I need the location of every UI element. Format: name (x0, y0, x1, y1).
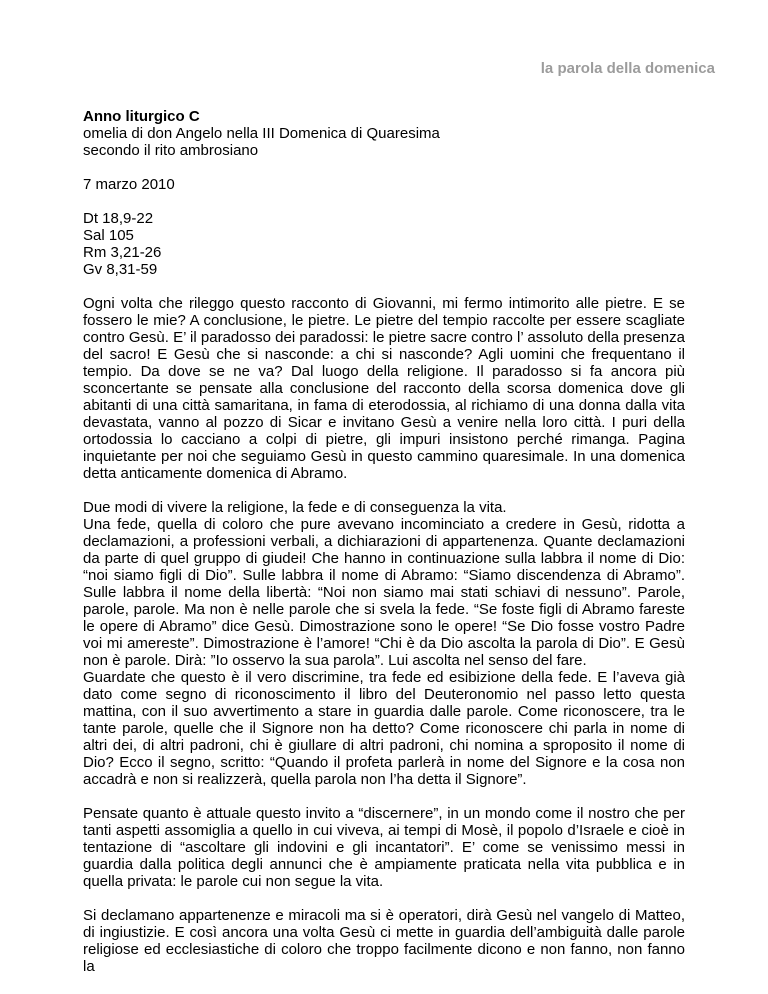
reading-item: Gv 8,31-59 (83, 261, 158, 278)
paragraph: Una fede, quella di coloro che pure avevano incominciato a credere in Gesù, ridotta a declamazioni, a professioni verbali, a dichiarazioni di appartenenza. Quante declamazioni da parte di quel gruppo di giudei! Che hanno in continuazione sulla labbra il nome di Dio: “noi siamo figli di Dio”. Sulle labbra il nome di Abramo: “Siamo discendenza di Abramo”. Sulle labbra il nome della libertà: “Noi non siamo mai stati schiavi di nessuno”. Parole, parole, parole. Ma non è nelle parole che si svela la fede. “Se foste figli di Abramo fareste le opere di Abramo” dice Gesù. Dimostrazione sono le opere! “Se Dio fosse vostro Padre voi mi amereste”. Dimostrazione è l’amore! “Chi è da Dio ascolta la parola di Dio”. E Gesù non è parole. Dirà: ”Io osservo la sua parola”. Lui ascolta nel senso del fare. (83, 516, 685, 669)
spacer (83, 788, 685, 805)
reading-item: Dt 18,9-22 (83, 210, 154, 227)
document-subtitle: omelia di don Angelo nella III Domenica di Quaresima (83, 125, 440, 142)
spacer (83, 159, 685, 176)
document-body (83, 108, 685, 975)
reading-item: Rm 3,21-26 (83, 244, 162, 261)
document-title: Anno liturgico C (83, 108, 200, 125)
paragraph: Ogni volta che rileggo questo racconto di Giovanni, mi fermo intimorito alle pietre. E se fossero le mie? A conclusione, le pietre. Le pietre del tempio raccolte per essere scagliate contro Gesù. E’ il paradosso dei paradossi: le pietre sacre contro l’ assoluto della presenza del sacro! E Gesù che si nasconde: a chi si nasconde? Agli uomini che frequentano il tempio. Da dove se ne va? Dal luogo della religione. Il paradosso si fa ancora più sconcertante se pensate alla conclusione del racconto della scorsa domenica dove gli abitanti di una città samaritana, in fama di eterodossia, al richiamo di una donna dalla vita devastata, vanno al pozzo di Sicar e invitano Gesù a venire nella loro città. I puri della ortodossia lo cacciano a colpi di pietre, gli impuri insistono perché rimanga. Pagina inquietante per noi che seguiamo Gesù in questo cammino quaresimale. In una domenica detta anticamente domenica di Abramo. (83, 295, 685, 482)
document-subtitle-rite: secondo il rito ambrosiano (83, 142, 259, 159)
paragraph: Pensate quanto è attuale questo invito a “discernere”, in un mondo come il nostro che per tanti aspetti assomiglia a quello in cui viveva, ai tempi di Mosè, il popolo d’Israele e cioè in tentazione di “ascoltare gli indovini e gli incantatori”. E’ come se venissimo messi in guardia dalla politica degli annunci che è ampiamente praticata nella vita pubblica e in quella privata: le parole cui non segue la vita. (83, 805, 685, 890)
paragraph: Guardate che questo è il vero discrimine, tra fede ed esibizione della fede. E l’aveva già dato come segno di riconoscimento il libro del Deuteronomio nel passo letto questa mattina, con il suo avvertimento a stare in guardia dalle parole. Come riconoscere, tra le tante parole, quelle che il Signore non ha detto? Come riconoscere chi parla in nome di altri dei, di altri padroni, chi è giullare di altri padroni, chi nomina a sproposito il nome di Dio? Ecco il segno, scritto: “Quando il profeta parlerà in nome del Signore e la cosa non accadrà e non si realizzerà, quella parola non l’ha detta il Signore”. (83, 669, 685, 788)
spacer (83, 278, 685, 295)
reading-item: Sal 105 (83, 227, 134, 244)
spacer (83, 482, 685, 499)
spacer (83, 193, 685, 210)
spacer (83, 890, 685, 907)
document-date: 7 marzo 2010 (83, 176, 175, 193)
header-label: la parola della domenica (540, 60, 715, 77)
readings-list (83, 210, 685, 278)
paragraph-lead: Due modi di vivere la religione, la fede e di conseguenza la vita. (83, 499, 507, 516)
paragraph: Si declamano appartenenze e miracoli ma si è operatori, dirà Gesù nel vangelo di Matteo, di ingiustizie. E così ancora una volta Gesù ci mette in guardia dell’ambiguità dalle parole religiose ed ecclesiastiche di coloro che troppo facilmente dicono e non fanno, non fanno la (83, 907, 685, 975)
